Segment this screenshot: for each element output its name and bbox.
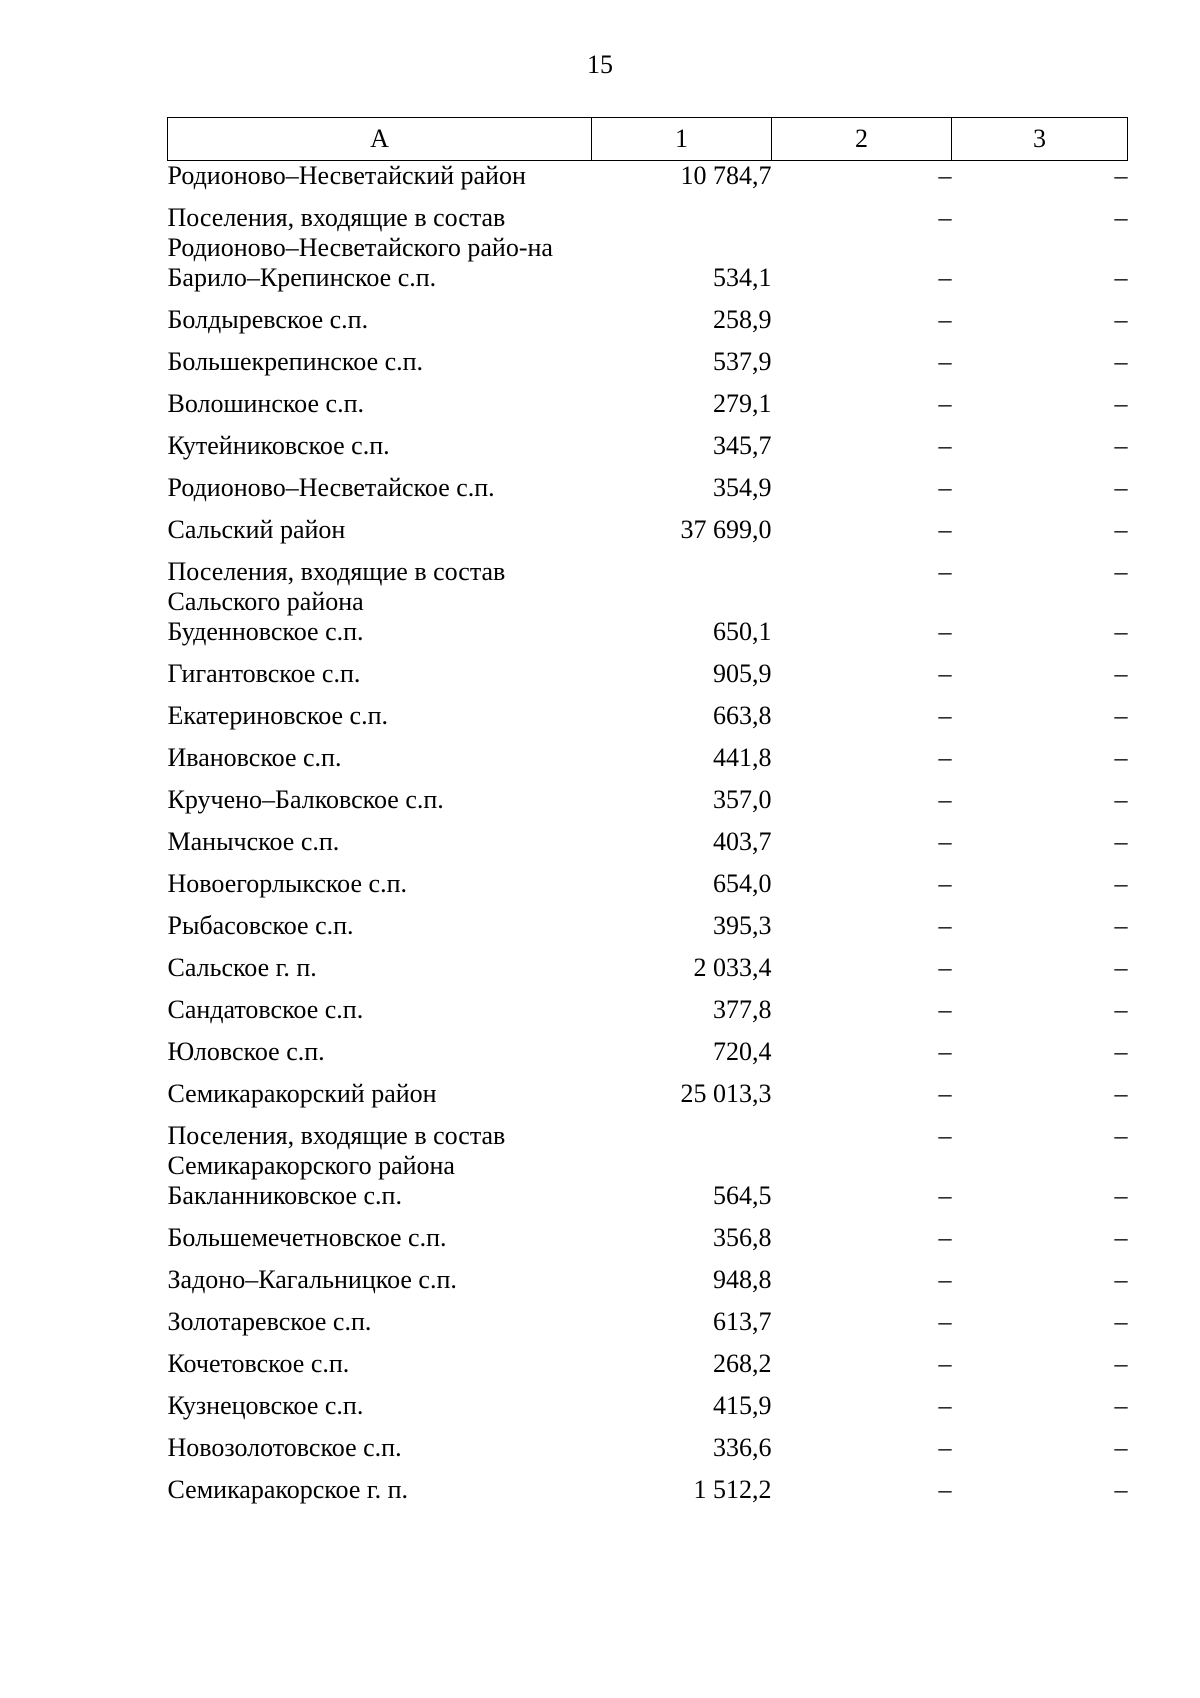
row-value-1-cell (592, 557, 772, 617)
row-name-cell: Большекрепинское с.п. (167, 346, 424, 376)
row-value-2-cell: – (938, 262, 952, 292)
row-value-2-cell: – (938, 388, 952, 418)
row-name-cell: Поселения, входящие в состав Родионово–Несветайского райо-на (167, 202, 553, 262)
table-row (168, 995, 1128, 1037)
row-name-cell: Кузнецовское с.п. (167, 1390, 364, 1420)
row-value-2-cell: – (938, 346, 952, 376)
table-row (168, 473, 1128, 515)
row-name-cell: Кручено–Балковское с.п. (167, 784, 444, 814)
row-value-1-cell: 377,8 (713, 994, 772, 1024)
row-value-2-cell: – (938, 202, 952, 232)
table-row (168, 1349, 1128, 1391)
row-value-3-cell: – (1114, 952, 1128, 982)
row-value-2-cell: – (938, 952, 952, 982)
row-value-1-cell: 268,2 (713, 1348, 772, 1378)
row-name-cell: Семикаракорское г. п. (167, 1474, 409, 1504)
row-value-3-cell: – (1114, 388, 1128, 418)
row-name-cell: Рыбасовское с.п. (167, 910, 354, 940)
row-value-2-cell: – (938, 868, 952, 898)
table-row (168, 263, 1128, 305)
row-value-1-cell (592, 1121, 772, 1181)
header-col-2: 2 (772, 118, 952, 161)
row-value-1-cell: 613,7 (713, 1306, 772, 1336)
row-value-3-cell: – (1114, 202, 1128, 232)
row-value-1-cell: 650,1 (713, 616, 772, 646)
data-table (167, 117, 1128, 1517)
row-name-cell: Гигантовское с.п. (167, 658, 361, 688)
table-row (168, 1223, 1128, 1265)
row-value-2-cell: – (938, 1222, 952, 1252)
table-row (168, 305, 1128, 347)
row-value-2-cell: – (938, 1180, 952, 1210)
row-value-2-cell: – (938, 430, 952, 460)
row-value-1-cell: 564,5 (713, 1180, 772, 1210)
row-value-1-cell: 395,3 (713, 910, 772, 940)
table-row (168, 1475, 1128, 1517)
row-value-3-cell: – (1114, 1432, 1128, 1462)
row-value-3-cell: – (1114, 910, 1128, 940)
row-value-2-cell: – (938, 1474, 952, 1504)
row-name-cell: Болдыревское с.п. (167, 304, 369, 334)
row-name-cell: Барило–Крепинское с.п. (167, 262, 437, 292)
row-name-cell: Поселения, входящие в состав Сальского района (167, 556, 506, 616)
row-name-cell: Задоно–Кагальницкое с.п. (167, 1264, 457, 1294)
table-row (168, 1265, 1128, 1307)
row-value-1-cell: 25 013,3 (680, 1078, 772, 1108)
row-value-2-cell: – (938, 1078, 952, 1108)
row-value-1-cell: 537,9 (713, 346, 772, 376)
row-value-3-cell: – (1114, 304, 1128, 334)
row-value-3-cell: – (1114, 784, 1128, 814)
table-row (168, 1037, 1128, 1079)
row-name-cell: Семикаракорский район (167, 1078, 437, 1108)
row-value-1-cell: 37 699,0 (680, 514, 772, 544)
table-body (168, 161, 1128, 1517)
row-value-3-cell: – (1114, 1180, 1128, 1210)
row-value-1-cell: 356,8 (713, 1222, 772, 1252)
row-value-3-cell: – (1114, 1078, 1128, 1108)
table-row (168, 1391, 1128, 1433)
table-row (168, 743, 1128, 785)
row-value-2-cell: – (938, 556, 952, 586)
table-row (168, 953, 1128, 995)
row-value-3-cell: – (1114, 430, 1128, 460)
row-value-3-cell: – (1114, 1222, 1128, 1252)
row-name-cell: Кутейниковское с.п. (167, 430, 390, 460)
row-value-1-cell: 948,8 (713, 1264, 772, 1294)
row-name-cell: Бакланниковское с.п. (167, 1180, 402, 1210)
table-row (168, 1121, 1128, 1181)
row-value-3-cell: – (1114, 262, 1128, 292)
row-name-cell: Юловское с.п. (167, 1036, 325, 1066)
header-col-3: 3 (952, 118, 1128, 161)
table-row (168, 203, 1128, 263)
row-value-3-cell: – (1114, 658, 1128, 688)
row-name-cell: Сальский район (167, 514, 346, 544)
table-row (168, 659, 1128, 701)
row-value-3-cell: – (1114, 472, 1128, 502)
row-value-2-cell: – (938, 1036, 952, 1066)
row-value-1-cell: 905,9 (713, 658, 772, 688)
row-value-3-cell: – (1114, 994, 1128, 1024)
row-value-3-cell: – (1114, 742, 1128, 772)
row-value-2-cell: – (938, 700, 952, 730)
row-name-cell: Екатериновское с.п. (167, 700, 389, 730)
row-value-3-cell: – (1114, 1474, 1128, 1504)
row-value-1-cell: 720,4 (713, 1036, 772, 1066)
row-value-3-cell: – (1114, 556, 1128, 586)
row-value-2-cell: – (938, 616, 952, 646)
row-value-2-cell: – (938, 1432, 952, 1462)
row-value-3-cell: – (1114, 1036, 1128, 1066)
row-value-3-cell: – (1114, 514, 1128, 544)
row-name-cell: Новозолотовское с.п. (167, 1432, 402, 1462)
row-name-cell: Родионово–Несветайский район (167, 161, 526, 190)
row-value-1-cell: 403,7 (713, 826, 772, 856)
row-value-2-cell: – (938, 1390, 952, 1420)
table-row (168, 431, 1128, 473)
row-value-1-cell: 654,0 (713, 868, 772, 898)
row-value-1-cell: 345,7 (713, 430, 772, 460)
row-value-1-cell: 663,8 (713, 700, 772, 730)
table-row (168, 785, 1128, 827)
row-value-1-cell: 1 512,2 (693, 1474, 772, 1504)
row-value-1-cell: 336,6 (713, 1432, 772, 1462)
row-value-2-cell: – (938, 514, 952, 544)
row-value-2-cell: – (938, 1264, 952, 1294)
table-row (168, 1181, 1128, 1223)
row-value-3-cell: – (1114, 700, 1128, 730)
row-value-1-cell (592, 203, 772, 263)
row-name-cell: Поселения, входящие в состав Семикаракорского района (167, 1120, 506, 1180)
row-value-1-cell: 2 033,4 (693, 952, 772, 982)
row-value-3-cell: – (1114, 1120, 1128, 1150)
page-number: 15 (587, 50, 613, 79)
row-value-3-cell: – (1114, 826, 1128, 856)
row-value-3-cell: – (1114, 616, 1128, 646)
row-name-cell: Манычское с.п. (167, 826, 340, 856)
row-value-3-cell: – (1114, 1348, 1128, 1378)
table-row (168, 701, 1128, 743)
row-name-cell: Кочетовское с.п. (167, 1348, 350, 1378)
row-value-1-cell: 10 784,7 (680, 161, 772, 190)
row-value-3-cell: – (1114, 1264, 1128, 1294)
row-value-2-cell: – (938, 1306, 952, 1336)
row-value-1-cell: 354,9 (713, 472, 772, 502)
table-row (168, 911, 1128, 953)
row-name-cell: Родионово–Несветайское с.п. (167, 472, 495, 502)
row-value-1-cell: 279,1 (713, 388, 772, 418)
row-value-2-cell: – (938, 1348, 952, 1378)
table-row (168, 617, 1128, 659)
row-value-1-cell: 357,0 (713, 784, 772, 814)
table-row (168, 347, 1128, 389)
row-value-2-cell: – (938, 784, 952, 814)
table-header (168, 118, 1128, 161)
row-value-2-cell: – (938, 304, 952, 334)
row-name-cell: Большемечетновское с.п. (167, 1222, 447, 1252)
row-value-3-cell: – (1114, 161, 1128, 190)
row-value-1-cell: 258,9 (713, 304, 772, 334)
row-value-2-cell: – (938, 742, 952, 772)
table-row (168, 557, 1128, 617)
row-value-3-cell: – (1114, 868, 1128, 898)
header-col-1: 1 (592, 118, 772, 161)
row-value-2-cell: – (938, 1120, 952, 1150)
table-row (168, 869, 1128, 911)
row-value-2-cell: – (938, 994, 952, 1024)
row-name-cell: Золотаревское с.п. (167, 1306, 372, 1336)
table-row (168, 1433, 1128, 1475)
row-value-2-cell: – (938, 826, 952, 856)
row-value-1-cell: 415,9 (713, 1390, 772, 1420)
table-row (168, 161, 1128, 203)
row-name-cell: Ивановское с.п. (167, 742, 342, 772)
row-value-3-cell: – (1114, 1306, 1128, 1336)
row-name-cell: Новоегорлыкское с.п. (167, 868, 407, 898)
row-name-cell: Сальское г. п. (167, 952, 317, 982)
row-name-cell: Сандатовское с.п. (167, 994, 364, 1024)
table-row (168, 1079, 1128, 1121)
row-value-2-cell: – (938, 910, 952, 940)
row-name-cell: Буденновское с.п. (167, 616, 364, 646)
row-value-1-cell: 441,8 (713, 742, 772, 772)
table-row (168, 389, 1128, 431)
row-value-1-cell: 534,1 (713, 262, 772, 292)
row-value-3-cell: – (1114, 346, 1128, 376)
row-value-2-cell: – (938, 472, 952, 502)
row-value-3-cell: – (1114, 1390, 1128, 1420)
row-name-cell: Волошинское с.п. (167, 388, 364, 418)
table-row (168, 1307, 1128, 1349)
row-value-2-cell: – (938, 161, 952, 190)
row-value-2-cell: – (938, 658, 952, 688)
table-row (168, 515, 1128, 557)
header-col-a: А (168, 118, 592, 161)
table-row (168, 827, 1128, 869)
